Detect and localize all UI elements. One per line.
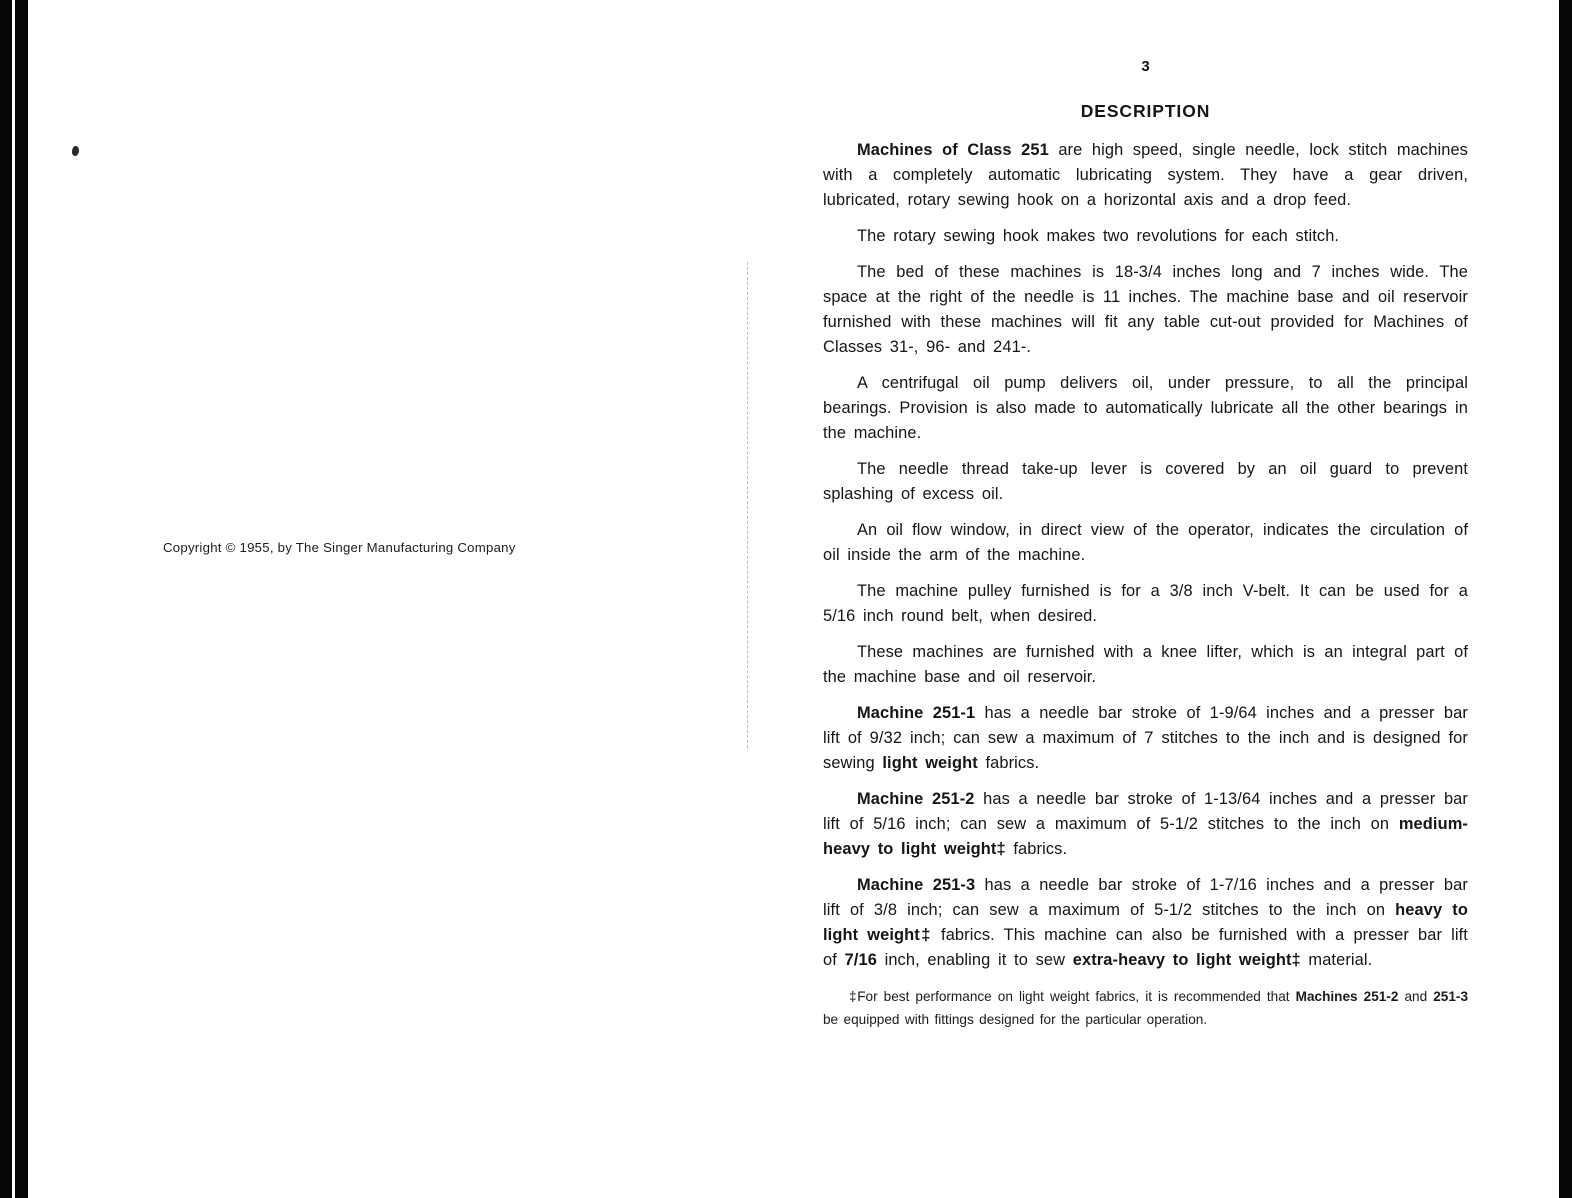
footnote xyxy=(823,985,1468,1031)
page-fold-line xyxy=(747,262,748,748)
text-run: inch, enabling it to sew xyxy=(876,951,1073,969)
page-number: 3 xyxy=(1141,58,1150,75)
paragraph-6 xyxy=(823,518,1468,568)
bold-text-run: Machine 251-1 xyxy=(857,704,976,722)
text-run: The bed of these machines is 18-3/4 inches long and 7 inches wide. The space at the right of the needle is 11 inches. The machine base and oil reservoir furnished with these machines will fit any table cut-out provided for Machines of Classes 31-, 96- and 241-. xyxy=(823,263,1468,356)
paragraph-8 xyxy=(823,640,1468,690)
text-run: ‡For best performance on light weight fabrics, it is recommended that xyxy=(849,989,1296,1004)
ink-mark xyxy=(71,145,80,156)
bold-text-run: 251-3 xyxy=(1433,989,1469,1004)
text-run: The needle thread take-up lever is covered by an oil guard to prevent splashing of excess oil. xyxy=(823,460,1468,503)
text-run: fabrics. This machine can also be furnished with a presser bar lift of xyxy=(823,926,1468,969)
copyright-text: Copyright © 1955, by The Singer Manufacturing Company xyxy=(163,540,516,555)
paragraph-3 xyxy=(823,260,1468,360)
bold-text-run: Machines 251-2 xyxy=(1295,989,1399,1004)
text-run: has a needle bar stroke of 1-7/16 inches and a presser bar lift of 3/8 inch; can sew a maximum of 5-1/2 stitches to the inch on xyxy=(823,876,1468,919)
text-run: and xyxy=(1398,989,1434,1004)
text-run: fabrics. xyxy=(977,754,1040,772)
paragraph-machine-251-2 xyxy=(823,787,1468,862)
text-run: fabrics. xyxy=(1005,840,1068,858)
bold-text-run: Machines of Class 251 xyxy=(857,141,1049,159)
text-run: These machines are furnished with a knee lifter, which is an integral part of the machine base and oil reservoir. xyxy=(823,643,1468,686)
text-run: has a needle bar stroke of 1-13/64 inches and a presser bar lift of 5/16 inch; can sew a maximum of 5-1/2 stitches to the inch on xyxy=(823,790,1468,833)
paragraph-machine-251-1 xyxy=(823,701,1468,776)
bold-text-run: medium-heavy to light weight‡ xyxy=(823,815,1468,858)
bold-text-run: 7/16 xyxy=(844,951,877,969)
section-heading: DESCRIPTION xyxy=(1080,101,1211,121)
text-run: be equipped with fittings designed for the particular operation. xyxy=(823,1012,1208,1027)
left-border-bar-outer xyxy=(0,0,12,1198)
text-run: are high speed, single needle, lock stitch machines with a completely automatic lubricating system. They have a gear driven, lubricated, rotary sewing hook on a horizontal axis and a drop feed. xyxy=(823,141,1468,209)
paragraph-4 xyxy=(823,371,1468,446)
paragraph-machine-251-3 xyxy=(823,873,1468,973)
right-border-bar xyxy=(1559,0,1572,1198)
left-border-bar-inner xyxy=(15,0,28,1198)
text-run: has a needle bar stroke of 1-9/64 inches and a presser bar lift of 9/32 inch; can sew a maximum of 7 stitches to the inch and is designed for sewing xyxy=(823,704,1468,772)
paragraph-5 xyxy=(823,457,1468,507)
right-page xyxy=(823,58,1468,1031)
paragraph-1 xyxy=(823,138,1468,213)
bold-text-run: extra-heavy to light weight‡ xyxy=(1072,951,1301,969)
paragraph-2 xyxy=(823,224,1468,249)
text-run: The machine pulley furnished is for a 3/8 inch V-belt. It can be used for a 5/16 inch round belt, when desired. xyxy=(823,582,1468,625)
text-run: material. xyxy=(1300,951,1373,969)
text-run: An oil flow window, in direct view of the operator, indicates the circulation of oil inside the arm of the machine. xyxy=(823,521,1468,564)
bold-text-run: Machine 251-2 xyxy=(857,790,975,808)
text-run: A centrifugal oil pump delivers oil, under pressure, to all the principal bearings. Provision is also made to automatically lubricate all the other bearings in the machine. xyxy=(823,374,1468,442)
text-run: The rotary sewing hook makes two revolutions for each stitch. xyxy=(857,227,1340,245)
paragraph-7 xyxy=(823,579,1468,629)
bold-text-run: heavy to light weight‡ xyxy=(823,901,1468,944)
bold-text-run: light weight xyxy=(882,754,978,772)
bold-text-run: Machine 251-3 xyxy=(857,876,976,894)
